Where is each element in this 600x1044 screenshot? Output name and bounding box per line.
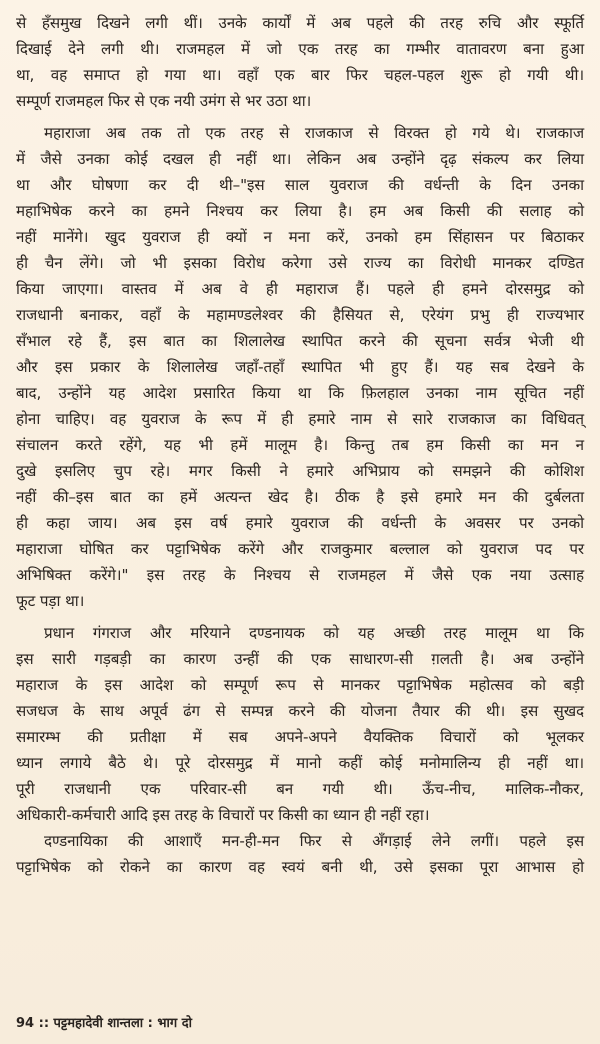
text-line: सँभाल रहे हैं, इस बात का शिलालेख स्थापित करने की सूचना सर्वत्र भेजी थी — [16, 332, 584, 350]
text-line: अधिकारी-कर्मचारी आदि इस तरह के विचारों पर किसी का ध्यान ही नहीं रहा। — [16, 806, 430, 824]
text-line: दण्डनायिका की आशाएँ मन-ही-मन फिर से अँगड़ाई लेने लगीं। पहले इस — [44, 832, 584, 850]
text-line: था और घोषणा कर दी थी–"इस साल युवराज की वर्धन्ती के दिन उनका — [16, 176, 584, 194]
paragraph-2 — [16, 120, 584, 614]
text-line: पट्टाभिषेक को रोकने का कारण वह स्वयं बनी थी, उसे इसका पूरा आभास हो — [16, 858, 584, 876]
text-line: महाराजा अब तक तो एक तरह से राजकाज से विरक्त हो गये थे। राजकाज — [44, 124, 584, 142]
text-line: नहीं की–इस बात का हमें अत्यन्त खेद है। ठीक है इसे हमारे मन की दुर्बलता — [16, 488, 584, 506]
text-line: ही कहा जाय। अब इस वर्ष हमारे युवराज की वर्धन्ती के अवसर पर उनको — [16, 514, 584, 532]
text-line: फूट पड़ा था। — [16, 592, 85, 610]
text-line: महाभिषेक करने का हमने निश्चय कर लिया है। हम अब किसी की सलाह को — [16, 202, 584, 220]
paragraph-1 — [16, 10, 584, 114]
text-line: ही चैन लेंगे। जो भी इसका विरोध करेगा उसे राज्य का विरोधी मानकर दण्डित — [16, 254, 584, 272]
text-line: महाराजा घोषित कर पट्टाभिषेक करेंगे और राजकुमार बल्लाल को युवराज पद पर — [16, 540, 584, 558]
text-line: प्रधान गंगराज और मरियाने दण्डनायक को यह अच्छी तरह मालूम था कि — [44, 624, 584, 642]
text-line: और इस प्रकार के शिलालेख जहाँ-तहाँ स्थापित भी हुए हैं। यह सब देखने के — [16, 358, 584, 376]
text-line: दिखाई देने लगी थी। राजमहल में जो एक तरह का गम्भीर वातावरण बना हुआ — [16, 40, 584, 58]
body-text — [16, 10, 584, 880]
text-line: नहीं मानेंगे। खुद युवराज ही क्यों न मना करें, उनको हम सिंहासन पर बिठाकर — [16, 228, 584, 246]
page-footer: 94 :: पट्टमहादेवी शान्तला : भाग दो — [16, 1016, 193, 1031]
text-line: अभिषिक्त करेंगे।" इस तरह के निश्चय से राजमहल में जैसे एक नया उत्साह — [16, 566, 584, 584]
text-line: इस सारी गड़बड़ी का कारण उन्हीं की एक साधारण-सी ग़लती है। अब उन्होंने — [16, 650, 584, 668]
text-line: संचालन करते रहेंगे, यह भी हमें मालूम है। किन्तु तब हम किसी का मन न — [16, 436, 584, 454]
text-line: से हँसमुख दिखने लगी थीं। उनके कार्यों में अब पहले की तरह रुचि और स्फूर्ति — [16, 14, 584, 32]
text-line: ध्यान लगाये बैठे थे। पूरे दोरसमुद्र में मानो कहीं कोई मनोमालिन्य ही नहीं था। — [16, 754, 584, 772]
text-line: था, वह समाप्त हो गया था। वहाँ एक बार फिर चहल-पहल शुरू हो गयी थी। — [16, 66, 584, 84]
text-line: दुखे इसलिए चुप रहे। मगर किसी ने हमारे अभिप्राय को समझने की कोशिश — [16, 462, 584, 480]
paragraph-4 — [16, 828, 584, 880]
text-line: सम्पूर्ण राजमहल फिर से एक नयी उमंग से भर उठा था। — [16, 92, 312, 110]
text-line: समारम्भ की प्रतीक्षा में सब अपने-अपने वैयक्तिक विचारों को भूलकर — [16, 728, 584, 746]
paragraph-3 — [16, 620, 584, 828]
text-line: महाराज के इस आदेश को सम्पूर्ण रूप से मानकर पट्टाभिषेक महोत्सव को बड़ी — [16, 676, 584, 694]
text-line: बाद, उन्होंने यह आदेश प्रसारित किया था कि फ़िलहाल उनका नाम सूचित नहीं — [16, 384, 584, 402]
text-line: होना चाहिए। वह युवराज के रूप में ही हमारे नाम से सारे राजकाज का विधिवत् — [16, 410, 584, 428]
text-line: पूरी राजधानी एक परिवार-सी बन गयी थी। ऊँच-नीच, मालिक-नौकर, — [16, 780, 584, 798]
text-line: सजधज के साथ अपूर्व ढंग से सम्पन्न करने की योजना तैयार की थी। इस सुखद — [16, 702, 584, 720]
text-line: किया जाएगा। वास्तव में अब वे ही महाराज हैं। पहले ही हमने दोरसमुद्र को — [16, 280, 584, 298]
text-line: राजधानी बनाकर, वहाँ के महामण्डलेश्वर की हैसियत से, एरेयंग प्रभु ही राज्यभार — [16, 306, 584, 324]
text-line: में जैसे उनका कोई दखल ही नहीं था। लेकिन अब उन्होंने दृढ़ संकल्प कर लिया — [16, 150, 584, 168]
